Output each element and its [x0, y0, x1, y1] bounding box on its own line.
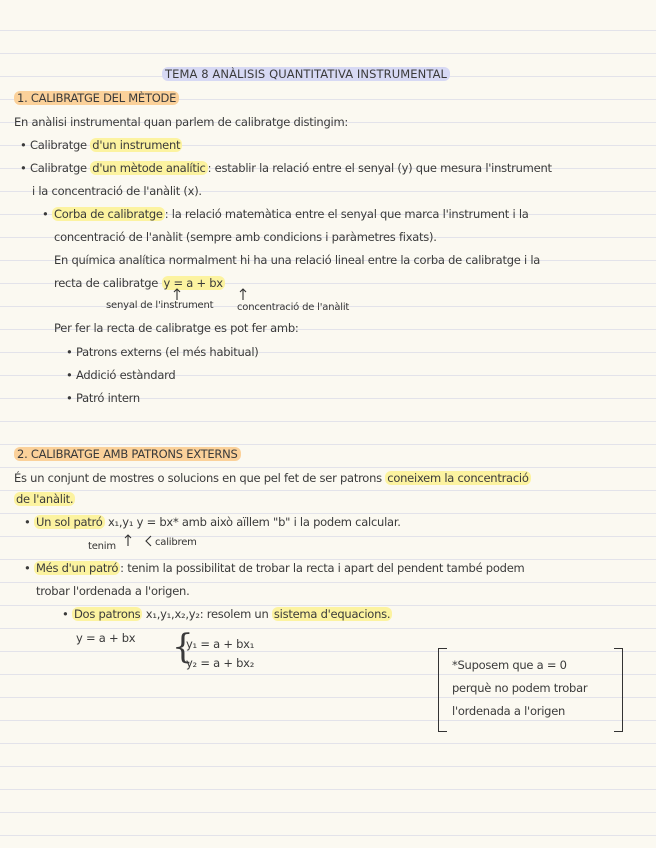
bullet-rest: : resolem un	[199, 607, 269, 621]
sub-bullet-rest: : la relació matemàtica entre el senyal que marca l'instrument i la	[164, 207, 529, 221]
note-line: *Suposem que a = 0	[452, 658, 567, 672]
section2-intro-text: És un conjunt de mostres o solucions en que pel fet de ser patrons	[14, 471, 382, 485]
bullet-mes-dun-patro	[24, 560, 524, 576]
method-item: • Patró intern	[66, 391, 140, 405]
method-item: • Patrons externs (el més habitual)	[66, 345, 259, 359]
bullet-rest: : tenim la possibilitat de trobar la recta i apart del pendent també podem	[120, 561, 525, 575]
bullet-dos-patrons	[62, 606, 392, 622]
equation-1: y₁ = a + bx₁	[186, 637, 255, 651]
note-box	[438, 648, 623, 730]
bullet-dot: •	[24, 561, 31, 575]
section2-intro-cont	[14, 491, 75, 507]
method-item: • Addició estàndard	[66, 368, 176, 382]
chem-line-1: En química analítica normalment hi ha una relació lineal entre la corba de calibratge i la	[54, 253, 541, 267]
note-bracket-left	[438, 648, 447, 732]
bullet-un-sol-patro	[24, 514, 401, 530]
section2-heading	[14, 446, 241, 462]
arrow-up-y	[174, 289, 180, 300]
arrow-up-x	[240, 289, 246, 300]
vars-x1-y1-x2-y2: x₁,y₁,x₂,y₂	[145, 607, 200, 621]
section2-heading-text: 2. CALIBRATGE AMB PATRONS EXTERNS	[14, 447, 241, 461]
bullet-text: • Calibratge	[20, 161, 87, 175]
per-fer-recta: Per fer la recta de calibratge es pot fer amb:	[54, 321, 299, 335]
highlight-dos-patrons: Dos patrons	[73, 607, 141, 621]
sub-bullet-corba-cont: concentració de l'anàlit (sempre amb condicions i paràmetres fixats).	[54, 230, 437, 244]
equation-linear: y = a + bx	[163, 276, 223, 290]
highlight-mes-dun-patro: Més d'un patró	[35, 561, 119, 575]
highlight-analit: de l'anàlit.	[16, 492, 74, 506]
highlight-un-sol-patro: Un sol patró	[35, 515, 103, 529]
annotation-calibrem: calibrem	[155, 537, 197, 548]
bullet-dot: •	[24, 515, 31, 529]
section1-heading-text: 1. CALIBRATGE DEL MÈTODE	[14, 91, 179, 105]
bullet-dot: •	[62, 607, 69, 621]
annotation-senyal: senyal de l'instrument	[106, 300, 214, 311]
bullet-calibratge-metode-cont: i la concentració de l'anàlit (x).	[32, 184, 202, 198]
note-line: l'ordenada a l'origen	[452, 704, 566, 718]
bullet-rest: y = bx* amb això aïllem "b" i la podem calcular.	[136, 515, 401, 529]
annotation-concentracio: concentració de l'anàlit	[237, 302, 350, 313]
bullet-rest: : establir la relació entre el senyal (y) que mesura l'instrument	[207, 161, 552, 175]
annotation-tenim: tenim	[88, 541, 116, 552]
bullet-text: • Calibratge	[20, 138, 87, 152]
equation-general: y = a + bx	[76, 631, 136, 645]
highlight-instrument: d'un instrument	[92, 138, 181, 152]
highlight-corba: Corba de calibratge	[53, 207, 163, 221]
arrow-up-tenim	[125, 535, 131, 546]
highlight-coneixem: coneixem la concentració	[387, 471, 529, 485]
system-brace: {	[172, 627, 194, 667]
note-bracket-right	[614, 648, 623, 732]
note-line: perquè no podem trobar	[452, 681, 588, 695]
highlight-metode-analitic: d'un mètode analític	[92, 161, 206, 175]
section2-intro	[14, 470, 531, 486]
chem-line-2-text: recta de calibratge	[54, 276, 159, 290]
vars-x1-y1: x₁,y₁	[107, 515, 134, 529]
equation-2: y₂ = a + bx₂	[186, 656, 255, 670]
arrow-left-calibrem	[146, 536, 151, 546]
section1-intro: En anàlisi instrumental quan parlem de calibratge distingim:	[14, 115, 349, 129]
highlight-sistema: sistema d'equacions.	[273, 607, 391, 621]
page-title-text: TEMA 8 ANÀLISIS QUANTITATIVA INSTRUMENTAL	[162, 67, 450, 81]
bullet-dot: •	[42, 207, 49, 221]
bullet-mes-dun-patro-cont: trobar l'ordenada a l'origen.	[36, 584, 190, 598]
